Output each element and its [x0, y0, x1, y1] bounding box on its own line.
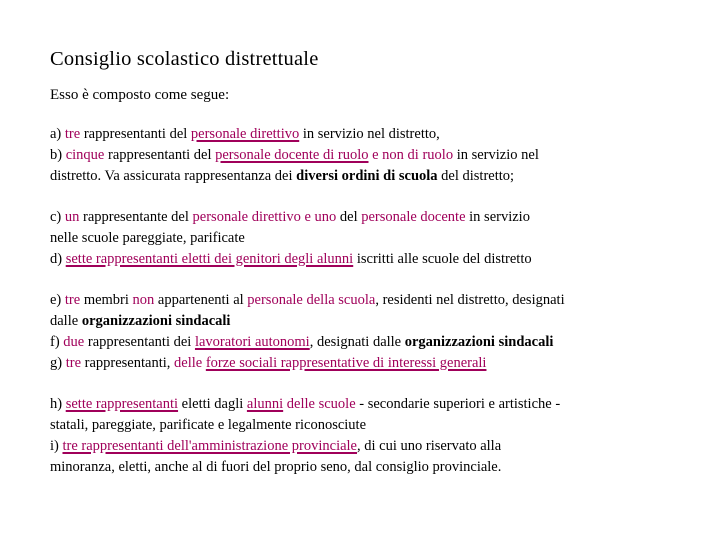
item-f-line-1 — [50, 332, 690, 353]
item-c-line-1-segment: del — [336, 209, 362, 225]
item-c-line-1-segment: un — [64, 209, 80, 225]
paragraph-e-g — [50, 290, 690, 374]
item-e-line-2-segment: dalle — [50, 313, 82, 329]
item-f-line-1-segment: organizzazioni sindacali — [404, 334, 554, 350]
item-c-line-1-segment: personale direttivo e uno — [192, 209, 337, 225]
item-i-line-2 — [50, 457, 690, 478]
item-i-line-1-segment: , di cui uno riservato alla — [357, 438, 502, 454]
item-c-line-1 — [50, 207, 690, 228]
item-a-line-1-segment: in servizio nel distretto, — [299, 126, 440, 142]
item-f-line-1-segment: lavoratori autonomi — [194, 334, 310, 350]
item-e-line-1-segment: appartenenti al — [154, 292, 248, 308]
item-h-line-1 — [50, 394, 690, 415]
item-f-line-1-segment: f) — [50, 334, 64, 350]
slide-title: Consiglio scolastico distrettuale — [50, 48, 319, 70]
item-g-line-1-segment: g) — [50, 355, 66, 371]
item-e-line-1-segment: non — [132, 292, 155, 308]
item-i-line-1 — [50, 436, 690, 457]
item-e-line-2-segment: organizzazioni sindacali — [81, 313, 231, 329]
item-h-line-1-segment: - secondarie superiori e artistiche - — [355, 396, 561, 412]
item-g-line-1-segment: delle — [174, 355, 206, 371]
item-i-line-1-segment: i) — [50, 438, 63, 454]
item-f-line-1-segment: , designati dalle — [309, 334, 405, 350]
item-g-line-1-segment: tre — [65, 355, 82, 371]
item-a-line-1-segment: a) — [50, 126, 65, 142]
item-c-line-2 — [50, 228, 690, 249]
item-a-line-1-segment: personale direttivo — [190, 126, 300, 142]
item-c-line-1-segment: in servizio — [465, 209, 530, 225]
item-i-line-1-segment: tre rappresentanti dell'amministrazione provinciale — [62, 438, 357, 454]
item-e-line-1-segment: e) — [50, 292, 65, 308]
item-b-line-2-segment: diversi ordini di scuola — [296, 168, 438, 184]
item-h-line-2-segment: statali, pareggiate, parificate e legalmente riconosciute — [50, 417, 367, 433]
item-f-line-1-segment: due — [63, 334, 85, 350]
item-g-line-1 — [50, 353, 690, 374]
item-c-line-1-segment: personale docente — [361, 209, 466, 225]
item-b-line-2-segment: del distretto; — [437, 168, 515, 184]
item-b-line-1-segment: personale docente di ruolo — [215, 147, 369, 163]
item-e-line-1-segment: membri — [80, 292, 133, 308]
item-c-line-1-segment: c) — [50, 209, 65, 225]
item-d-line-1-segment: iscritti alle scuole del distretto — [353, 251, 532, 267]
item-f-line-1-segment: rappresentanti dei — [84, 334, 195, 350]
item-a-line-1-segment: tre — [64, 126, 81, 142]
item-e-line-1-segment: tre — [64, 292, 81, 308]
item-e-line-1 — [50, 290, 690, 311]
item-c-line-2-segment: nelle scuole pareggiate, parificate — [50, 230, 245, 246]
item-d-line-1-segment: d) — [50, 251, 66, 267]
item-d-line-1 — [50, 249, 690, 270]
paragraph-h-i — [50, 394, 690, 478]
item-d-line-1-segment: sette rappresentanti eletti dei genitori degli alunni — [65, 251, 354, 267]
item-e-line-1-segment: , residenti nel distretto, designati — [375, 292, 565, 308]
item-b-line-1-segment: e non di ruolo — [368, 147, 454, 163]
item-a-line-1-segment: rappresentanti del — [80, 126, 191, 142]
item-b-line-2-segment: distretto. Va assicurata rappresentanza dei — [50, 168, 297, 184]
item-i-line-2-segment: minoranza, eletti, anche al di fuori del proprio seno, dal consiglio provinciale. — [50, 459, 502, 475]
item-b-line-1-segment: b) — [50, 147, 66, 163]
item-b-line-1-segment: rappresentanti del — [104, 147, 216, 163]
item-h-line-1-segment: sette rappresentanti — [65, 396, 179, 412]
item-c-line-1-segment: rappresentante del — [79, 209, 193, 225]
item-h-line-1-segment: delle scuole — [283, 396, 356, 412]
item-b-line-2 — [50, 166, 690, 187]
item-h-line-1-segment: h) — [50, 396, 66, 412]
item-b-line-1-segment: in servizio nel — [453, 147, 539, 163]
item-h-line-1-segment: alunni — [246, 396, 284, 412]
paragraph-c-d — [50, 207, 690, 270]
item-e-line-1-segment: personale della scuola — [247, 292, 376, 308]
item-b-line-1-segment: cinque — [65, 147, 105, 163]
slide-subtitle: Esso è composto come segue: — [50, 87, 230, 103]
paragraph-a-b — [50, 124, 690, 187]
item-a-line-1 — [50, 124, 690, 145]
item-h-line-1-segment: eletti dagli — [178, 396, 247, 412]
item-h-line-2 — [50, 415, 690, 436]
item-g-line-1-segment: forze sociali rappresentative di interessi generali — [205, 355, 487, 371]
item-g-line-1-segment: rappresentanti, — [81, 355, 175, 371]
item-e-line-2 — [50, 311, 690, 332]
item-b-line-1 — [50, 145, 690, 166]
